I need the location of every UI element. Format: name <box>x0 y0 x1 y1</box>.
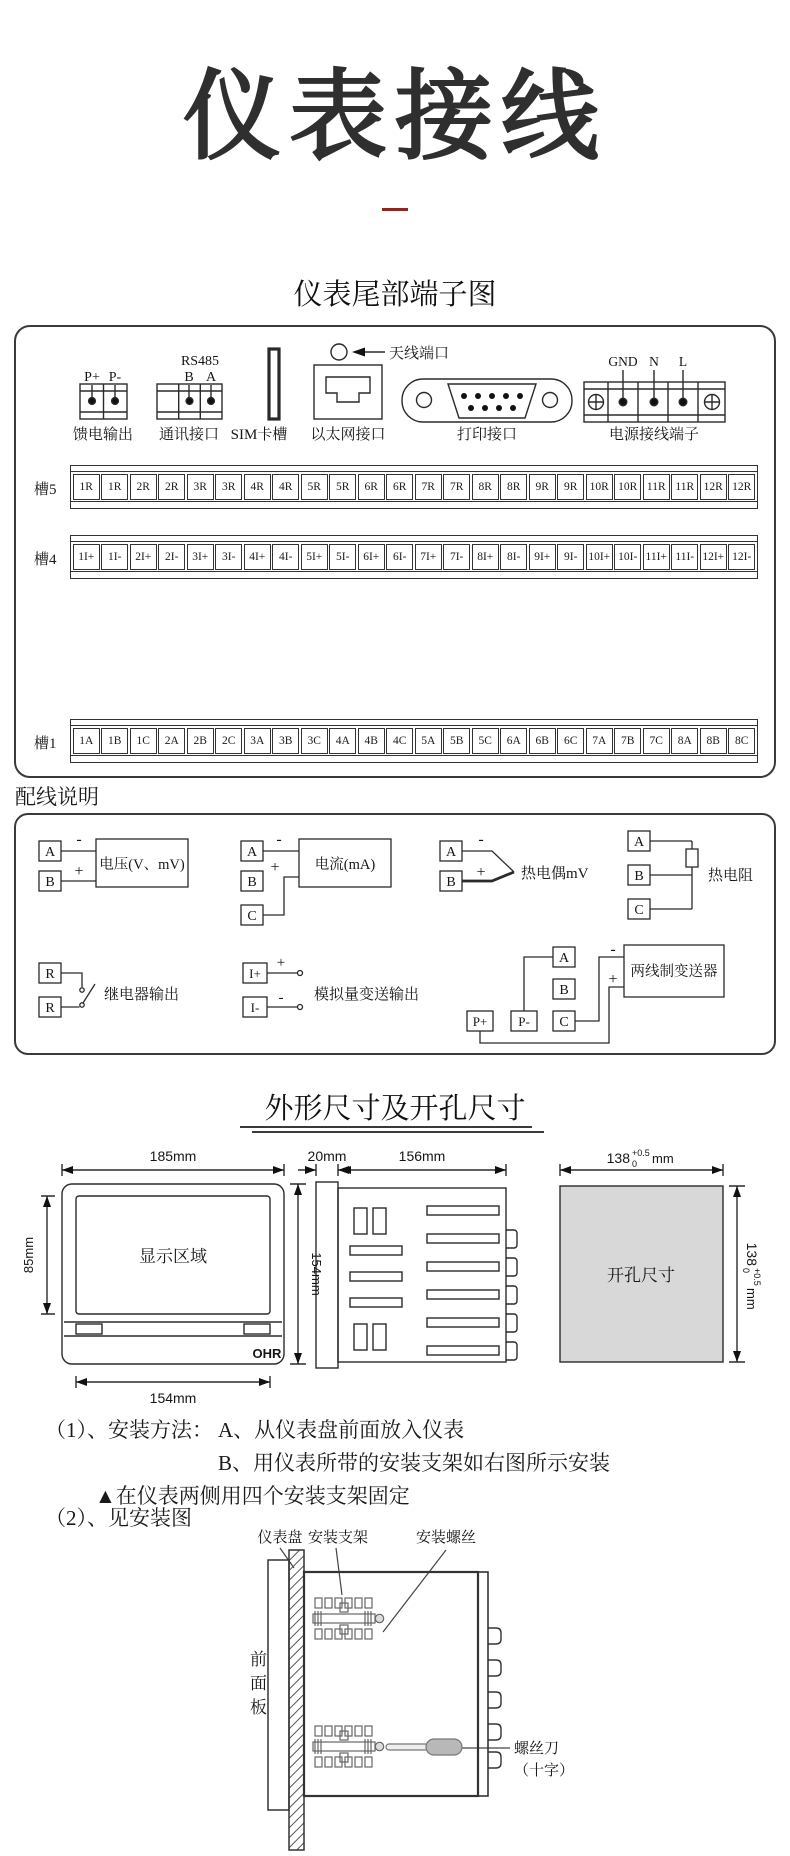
terminal-cell: 3A <box>244 728 271 754</box>
comm-pin-a: A <box>205 370 217 385</box>
screw-label: 安装螺丝 <box>415 1530 477 1546</box>
power-terminal-icon <box>584 370 725 422</box>
tc-t2: B <box>446 875 456 890</box>
terminal-cell: 8R <box>472 474 499 500</box>
svg-text:mm: mm <box>744 1288 759 1310</box>
cutout-height-dim <box>741 1243 762 1310</box>
slot-1-name: 槽1 <box>34 736 57 752</box>
slot-4-terminals <box>70 535 758 579</box>
terminal-cell: 4A <box>329 728 356 754</box>
cutout-width-dim <box>607 1148 674 1169</box>
feed-output-label: 馈电输出 <box>72 427 134 443</box>
terminal-cell: 3I+ <box>187 544 214 570</box>
current-label: 电流(mA) <box>314 857 376 873</box>
feed-pin-minus: P- <box>108 370 122 385</box>
power-terminal-label: 电源接线端子 <box>608 427 700 443</box>
slot-4-name: 槽4 <box>34 552 57 568</box>
display-height-dim: 85mm <box>21 1236 36 1274</box>
front-height-dim: 154mm <box>309 1252 324 1296</box>
terminal-cell: 6R <box>386 474 413 500</box>
terminal-cell: 10I- <box>614 544 641 570</box>
terminal-cell: 4I+ <box>244 544 271 570</box>
terminal-cell: 12I+ <box>700 544 727 570</box>
svg-text:+0.5: +0.5 <box>752 1268 762 1286</box>
terminal-cell: 3R <box>187 474 214 500</box>
current-plus: + <box>270 859 280 876</box>
rtd-label: 热电阻 <box>708 868 754 884</box>
antenna-label: 天线端口 <box>389 346 450 362</box>
terminal-cell: 1R <box>101 474 128 500</box>
comm-pin-b: B <box>184 370 194 385</box>
panel-label: 仪表盘 <box>257 1530 303 1546</box>
instrument-body <box>304 1572 501 1796</box>
install-method-heading: （1）、安装方法： <box>45 1418 213 1442</box>
side-bezel-dim: 20mm <box>307 1148 347 1164</box>
terminal-cell: 3C <box>301 728 328 754</box>
connector-diagram <box>16 327 778 457</box>
terminal-cell: 2B <box>187 728 214 754</box>
ethernet-port-icon <box>314 365 382 419</box>
terminal-cell: 5C <box>472 728 499 754</box>
rtd-t1: A <box>633 835 645 850</box>
wiring-diagrams <box>16 815 774 1053</box>
terminal-cell: 5A <box>415 728 442 754</box>
terminal-cell: 7R <box>443 474 470 500</box>
terminal-cell: 5R <box>329 474 356 500</box>
printer-port-icon <box>402 379 572 422</box>
feed-pin-plus: P+ <box>84 370 100 385</box>
comm-port-connector <box>157 384 222 419</box>
ethernet-label: 以太网接口 <box>310 427 386 443</box>
slot-5-name: 槽5 <box>34 482 57 498</box>
svg-text:138: 138 <box>606 1150 630 1166</box>
terminal-cell: 3R <box>215 474 242 500</box>
wiring-section-title: 配线说明 <box>15 785 99 809</box>
terminal-cell: 2R <box>130 474 157 500</box>
analog-label: 模拟量变送输出 <box>314 987 420 1003</box>
current-t2: B <box>247 875 257 890</box>
sim-slot-label: SIM卡槽 <box>230 427 288 443</box>
terminal-cell: 7I- <box>443 544 470 570</box>
terminal-cell: 1A <box>73 728 100 754</box>
terminal-cell: 8C <box>728 728 755 754</box>
screw-leader-line <box>383 1550 446 1632</box>
current-t1: A <box>246 845 258 860</box>
terminal-cell: 8I- <box>500 544 527 570</box>
terminal-cell: 10R <box>586 474 613 500</box>
printer-label: 打印接口 <box>456 427 518 443</box>
terminal-cell: 2R <box>158 474 185 500</box>
slot-strip-1 <box>16 719 774 763</box>
install-see-figure: （2）、见安装图 <box>45 1506 192 1530</box>
sim-slot-icon <box>269 349 279 419</box>
slot-strip-4 <box>16 535 774 579</box>
transmitter-plus: + <box>608 971 618 988</box>
strip-rail <box>71 501 757 507</box>
svg-text:0: 0 <box>632 1159 638 1169</box>
cutout-label: 开孔尺寸 <box>607 1266 675 1285</box>
feed-output-connector <box>80 384 127 419</box>
analog-t2: I- <box>250 1000 260 1015</box>
terminal-cell: 10I+ <box>586 544 613 570</box>
terminal-cell: 7A <box>586 728 613 754</box>
front-bottom-dim: 154mm <box>149 1390 197 1406</box>
terminal-cell: 6I+ <box>358 544 385 570</box>
current-t3: C <box>247 909 257 924</box>
terminal-cell: 8I+ <box>472 544 499 570</box>
screwdriver-type-label: （十字） <box>514 1763 575 1779</box>
terminal-cell: 9I- <box>557 544 584 570</box>
power-pin-l: L <box>678 354 688 369</box>
screwdriver-icon <box>386 1739 462 1755</box>
install-note: ▲在仪表两侧用四个安装支架固定 <box>95 1484 410 1508</box>
terminal-cell: 1I- <box>101 544 128 570</box>
terminal-cell: 4R <box>244 474 271 500</box>
title-underline <box>240 1126 532 1128</box>
terminal-section-title: 仪表尾部端子图 <box>293 279 497 311</box>
install-step-a: A、从仪表盘前面放入仪表 <box>218 1418 465 1442</box>
terminal-cell: 6A <box>500 728 527 754</box>
terminal-cell: 8B <box>700 728 727 754</box>
brand-logo: OHR <box>252 1346 282 1361</box>
svg-text:0: 0 <box>741 1268 751 1274</box>
terminal-cell: 11I- <box>671 544 698 570</box>
terminal-cell: 7I+ <box>415 544 442 570</box>
terminal-cell: 3I- <box>215 544 242 570</box>
display-area-label: 显示区域 <box>139 1247 207 1266</box>
voltage-minus: - <box>76 831 82 848</box>
strip-rail <box>71 755 757 761</box>
dimensions-section-title: 外形尺寸及开孔尺寸 <box>264 1093 526 1125</box>
terminal-cell: 12R <box>728 474 755 500</box>
terminal-cell: 2I- <box>158 544 185 570</box>
transmitter-p2: P- <box>518 1014 530 1029</box>
voltage-label: 电压(V、mV) <box>99 857 185 873</box>
current-wiring <box>241 839 391 925</box>
page-title: 仪表接线 <box>182 61 607 171</box>
terminal-cell: 2C <box>215 728 242 754</box>
terminal-cell: 6C <box>557 728 584 754</box>
rtd-t3: C <box>634 903 644 918</box>
terminal-cell: 7C <box>643 728 670 754</box>
terminal-cell: 6B <box>529 728 556 754</box>
voltage-t2: B <box>45 875 55 890</box>
front-panel-plate <box>268 1560 289 1810</box>
cutout-view-drawing <box>560 1164 745 1362</box>
terminal-cell: 4R <box>272 474 299 500</box>
terminal-cell: 11R <box>643 474 670 500</box>
tc-minus: - <box>478 831 484 848</box>
tc-t1: A <box>445 845 457 860</box>
voltage-plus: + <box>74 863 84 880</box>
transmitter-wiring <box>467 945 724 1043</box>
slot-5-terminals <box>70 465 758 509</box>
relay-label: 继电器输出 <box>104 987 180 1003</box>
transmitter-t1: A <box>558 951 570 966</box>
front-panel-label: 前面板 <box>247 1650 266 1722</box>
antenna-port-icon <box>331 344 385 360</box>
terminal-cell: 5I+ <box>301 544 328 570</box>
side-view-drawing <box>298 1164 517 1368</box>
terminal-cell: 5R <box>301 474 328 500</box>
terminal-cell: 7R <box>415 474 442 500</box>
power-pin-n: N <box>649 354 659 369</box>
relay-t1: R <box>45 967 55 982</box>
transmitter-minus: - <box>610 941 616 958</box>
svg-text:138: 138 <box>744 1242 760 1266</box>
terminal-cell: 7B <box>614 728 641 754</box>
rtd-t2: B <box>634 869 644 884</box>
front-width-dim: 185mm <box>149 1148 197 1164</box>
terminal-cell: 5B <box>443 728 470 754</box>
terminal-cell: 2A <box>158 728 185 754</box>
terminal-cell: 5I- <box>329 544 356 570</box>
terminal-cell: 4C <box>386 728 413 754</box>
slot-strip-5 <box>16 465 774 509</box>
mounting-bracket-lower <box>313 1726 384 1767</box>
terminal-cell: 1I+ <box>73 544 100 570</box>
screwdriver-label: 螺丝刀 <box>514 1741 560 1757</box>
analog-minus: - <box>278 990 284 1006</box>
transmitter-label: 两线制变送器 <box>630 964 718 980</box>
installation-figure <box>230 1520 790 1856</box>
transmitter-t2: B <box>559 983 569 998</box>
svg-text:+0.5: +0.5 <box>632 1148 650 1158</box>
tc-plus: + <box>476 864 486 881</box>
svg-text:mm: mm <box>652 1151 674 1166</box>
terminal-cell: 1C <box>130 728 157 754</box>
terminal-cell: 9I+ <box>529 544 556 570</box>
power-pin-gnd: GND <box>608 354 638 369</box>
bracket-label: 安装支架 <box>307 1530 369 1546</box>
terminal-panel <box>14 325 776 778</box>
terminal-cell: 11R <box>671 474 698 500</box>
transmitter-p1: P+ <box>472 1014 488 1029</box>
rs485-label: RS485 <box>180 354 220 369</box>
transmitter-t3: C <box>559 1015 569 1030</box>
terminal-cell: 2I+ <box>130 544 157 570</box>
title-divider <box>382 208 408 211</box>
mounting-bracket-upper <box>313 1598 384 1639</box>
terminal-cell: 11I+ <box>643 544 670 570</box>
comm-port-label: 通讯接口 <box>158 427 220 443</box>
terminal-cell: 1B <box>101 728 128 754</box>
terminal-cell: 8A <box>671 728 698 754</box>
side-depth-dim: 156mm <box>398 1148 446 1164</box>
terminal-cell: 4I- <box>272 544 299 570</box>
terminal-cell: 9R <box>557 474 584 500</box>
instrument-panel-wall <box>289 1550 304 1850</box>
current-minus: - <box>276 831 282 848</box>
terminal-cell: 6I- <box>386 544 413 570</box>
slot-1-terminals <box>70 719 758 763</box>
terminal-cell: 8R <box>500 474 527 500</box>
wiring-box <box>14 813 776 1055</box>
terminal-cell: 12R <box>700 474 727 500</box>
strip-rail <box>71 571 757 577</box>
analog-plus: + <box>276 955 286 971</box>
terminal-cell: 10R <box>614 474 641 500</box>
terminal-cell: 6R <box>358 474 385 500</box>
terminal-cell: 3B <box>272 728 299 754</box>
install-step-b: B、用仪表所带的安装支架如右图所示安装 <box>218 1451 611 1475</box>
title-underline <box>252 1131 544 1133</box>
tc-label: 热电偶mV <box>521 866 589 882</box>
terminal-cell: 12I- <box>728 544 755 570</box>
voltage-t1: A <box>44 845 56 860</box>
dimension-drawings <box>15 1146 775 1408</box>
terminal-cell: 1R <box>73 474 100 500</box>
terminal-cell: 9R <box>529 474 556 500</box>
terminal-cell: 4B <box>358 728 385 754</box>
analog-t1: I+ <box>249 966 261 981</box>
relay-t2: R <box>45 1001 55 1016</box>
